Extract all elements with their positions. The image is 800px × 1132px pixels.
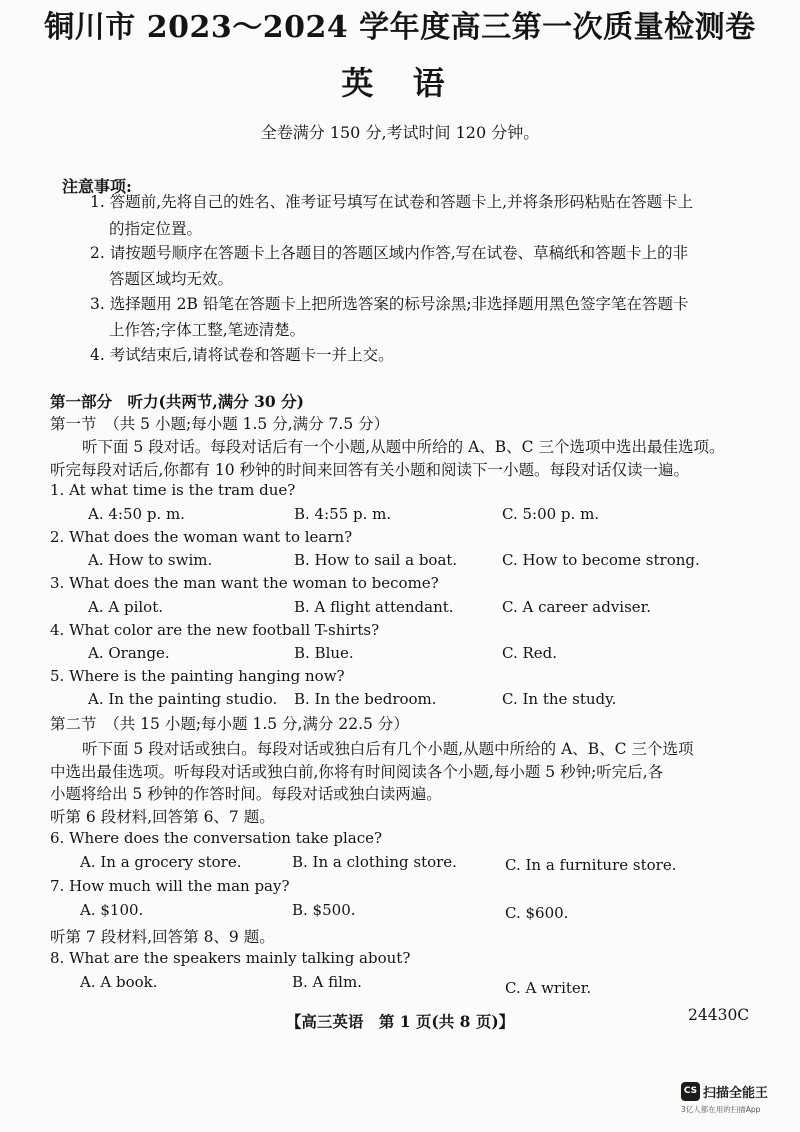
notes-title: 注意事项: [62,177,132,196]
part1-title: 第一部分 听力(共两节,满分 30 分) [50,392,304,411]
option-7-c: C. $600. [505,904,569,922]
option-3-b: B. A flight attendant. [294,598,454,616]
option-5-b: B. In the bedroom. [294,690,437,708]
option-2-a: A. How to swim. [88,551,213,569]
note-4-line-1: 4. 考试结束后,请将试卷和答题卡一并上交。 [90,346,394,364]
note-1-line-2: 的指定位置。 [109,220,203,238]
option-5-a: A. In the painting studio. [88,690,278,708]
option-6-a: A. In a grocery store. [80,853,242,871]
exam-code: 24430C [688,1006,750,1024]
option-8-a: A. A book. [80,973,158,991]
option-6-c: C. In a furniture store. [505,856,677,874]
option-3-a: A. A pilot. [88,598,163,616]
note-2-line-1: 2. 请按题号顺序在答题卡上各题目的答题区域内作答,写在试卷、草稿纸和答题卡上的非 [90,244,689,262]
section2-instructions-line-3: 小题将给出 5 秒钟的作答时间。每段对话或独白读两遍。 [50,785,442,803]
option-1-a: A. 4:50 p. m. [88,505,185,523]
camscanner-logo-icon: CS [681,1082,700,1101]
material-7-note: 听第 7 段材料,回答第 8、9 题。 [50,928,275,946]
option-4-a: A. Orange. [88,644,170,662]
exam-title: 铜川市 2023～2024 学年度高三第一次质量检测卷 [44,10,756,45]
option-5-c: C. In the study. [502,690,617,708]
option-8-b: B. A film. [292,973,362,991]
section1-title: 第一节 （共 5 小题;每小题 1.5 分,满分 7.5 分） [50,415,390,433]
section1-instructions-line-2: 听完每段对话后,你都有 10 秒钟的时间来回答有关小题和阅读下一小题。每段对话仅读一遍。 [50,461,690,479]
section2-instructions-line-2: 中选出最佳选项。听每段对话或独白前,你将有时间阅读各个小题,每小题 5 秒钟;听完后,各 [50,763,664,781]
question-2: 2. What does the woman want to learn? [50,528,353,546]
camscanner-tagline: 3亿人都在用的扫描App [681,1105,761,1114]
option-3-c: C. A career adviser. [502,598,651,616]
note-3-line-2: 上作答;字体工整,笔迹清楚。 [109,321,306,339]
option-8-c: C. A writer. [505,979,592,997]
option-7-b: B. $500. [292,901,356,919]
section2-title: 第二节 （共 15 小题;每小题 1.5 分,满分 22.5 分） [50,715,409,733]
question-6: 6. Where does the conversation take place? [50,829,383,847]
camscanner-name: 扫描全能王 [703,1086,769,1101]
question-1: 1. At what time is the tram due? [50,481,296,499]
note-1-line-1: 1. 答题前,先将自己的姓名、准考证号填写在试卷和答题卡上,并将条形码粘贴在答题卡上 [90,193,694,211]
option-1-b: B. 4:55 p. m. [294,505,392,523]
material-6-note: 听第 6 段材料,回答第 6、7 题。 [50,808,275,826]
option-6-b: B. In a clothing store. [292,853,457,871]
full-score-line: 全卷满分 150 分,考试时间 120 分钟。 [260,123,540,142]
section2-instructions-line-1: 听下面 5 段对话或独白。每段对话或独白后有几个小题,从题中所给的 A、B、C 三个选项 [82,740,694,758]
page-footer-label: 【高三英语 第 1 页(共 8 页)】 [285,1012,515,1031]
option-4-c: C. Red. [502,644,558,662]
note-2-line-2: 答题区域均无效。 [109,270,234,288]
option-4-b: B. Blue. [294,644,354,662]
option-2-b: B. How to sail a boat. [294,551,458,569]
question-7: 7. How much will the man pay? [50,877,290,895]
option-2-c: C. How to become strong. [502,551,700,569]
question-5: 5. Where is the painting hanging now? [50,667,345,685]
option-1-c: C. 5:00 p. m. [502,505,600,523]
subject-title: 英 语 [341,64,459,102]
note-3-line-1: 3. 选择题用 2B 铅笔在答题卡上把所选答案的标号涂黑;非选择题用黑色签字笔在答题卡 [90,295,689,313]
question-3: 3. What does the man want the woman to become? [50,574,439,592]
option-7-a: A. $100. [80,901,144,919]
question-4: 4. What color are the new football T-shirts? [50,621,380,639]
question-8: 8. What are the speakers mainly talking about? [50,949,411,967]
section1-instructions-line-1: 听下面 5 段对话。每段对话后有一个小题,从题中所给的 A、B、C 三个选项中选出最佳选项。 [82,438,725,456]
